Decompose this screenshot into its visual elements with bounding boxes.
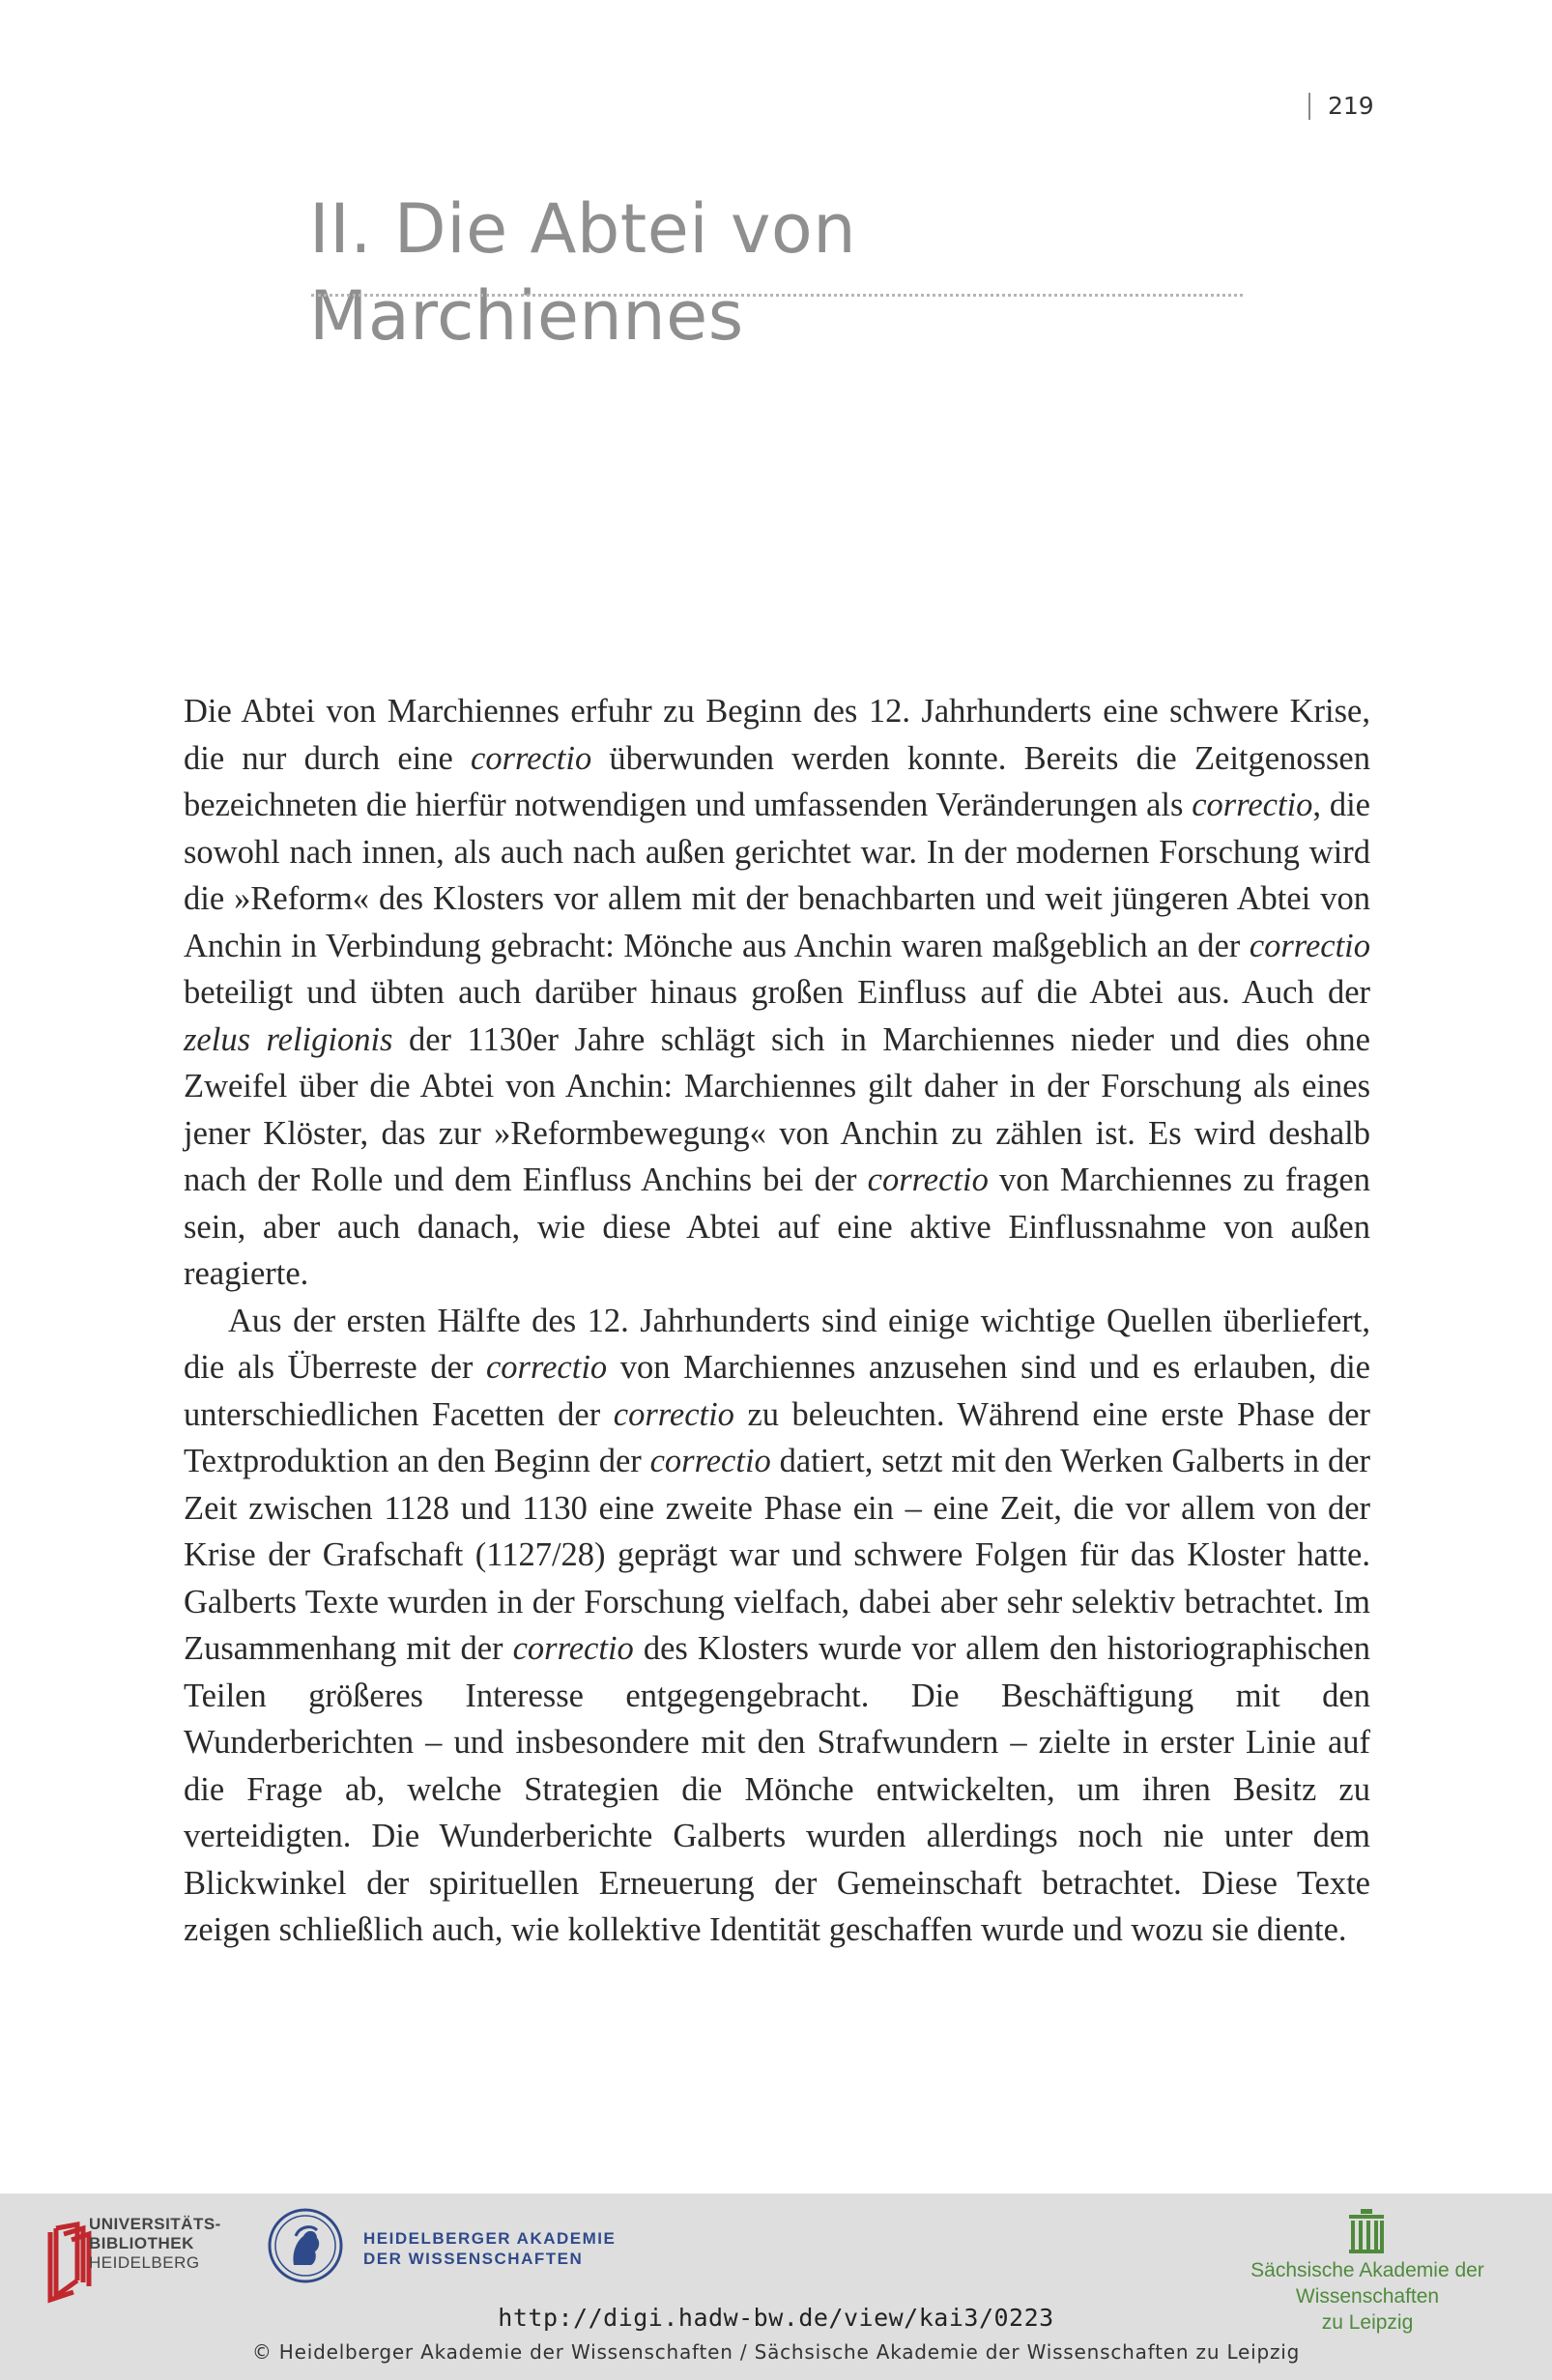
text-run: , die sowohl nach innen, als auch nach außen gerichtet war. In der modernen Forschung wird die »Reform« des Klosters vor allem mit der benachbarten und weit jüngeren Abtei von Anchin in Verbindung gebracht: Mönche aus Anchin waren maßgeblich an der	[184, 787, 1370, 964]
italic-term: correctio	[649, 1443, 771, 1479]
hadw-line-2: DER WISSENSCHAFTEN	[363, 2250, 584, 2268]
text-run: beteiligt und übten auch darüber hinaus großen Einfluss auf die Abtei aus. Auch der	[184, 974, 1370, 1011]
italic-term: correctio	[512, 1630, 634, 1667]
italic-term: correctio	[1249, 927, 1370, 964]
chapter-title: II. Die Abtei von Marchiennes	[309, 189, 857, 356]
ub-heidelberg-name	[89, 2215, 221, 2273]
hadw-seal-icon	[267, 2207, 344, 2284]
permalink-url[interactable]: http://digi.hadw-bw.de/view/kai3/0223	[498, 2304, 1054, 2332]
italic-term: correctio	[867, 1161, 989, 1198]
text-run: von Marchiennes anzusehen sind und es erlauben, die unterschiedlichen Facetten der	[184, 1349, 1370, 1433]
italic-term: correctio	[1192, 787, 1313, 823]
title-dotted-rule	[311, 294, 1243, 297]
saw-line-1: Sächsische Akademie der Wissenschaften	[1250, 2259, 1484, 2308]
text-run: datiert, setzt mit den Werken Galberts in der Zeit zwischen 1128 und 1130 eine zweite Phase ein – eine Zeit, die vor allem von der Krise der Grafschaft (1127/28) geprägt war und schwere Folgen für das Kloster hatte. Galberts Texte wurden in der Forschung vielfach, dabei aber sehr selektiv betrachtet. Im Zusammenhang mit der	[184, 1443, 1371, 1667]
italic-term: zelus religionis	[184, 1020, 393, 1058]
text-run: zu beleuchten. Während eine erste Phase der Textproduktion an den Beginn der	[184, 1395, 1370, 1479]
text-run: des Klosters wurde vor allem den historiographischen Teilen größeres Interesse entgegengebracht. Die Beschäftigung mit den Wunderberichten – und insbesondere mit den Strafwundern – zielte in erster Linie auf die Frage ab, welche Strategien die Mönche entwickelten, um ihren Besitz zu verteidigten. Die Wunderberichte Galberts wurden allerdings noch nie unter dem Blickwinkel der spirituellen Erneuerung der Gemeinschaft betrachtet. Diese Texte zeigen schließlich auch, wie kollektive Identität geschaffen wurde und wozu sie diente.	[184, 1630, 1370, 1948]
text-run: überwunden werden konnte. Bereits die Zeitgenossen bezeichneten die hierfür notwendigen und umfassenden Veränderungen als	[184, 739, 1370, 823]
italic-term: correctio	[471, 739, 592, 777]
saw-building-icon	[1347, 2209, 1386, 2255]
italic-term: correctio	[613, 1395, 734, 1433]
ub-line-1: UNIVERSITÄTS-	[89, 2215, 221, 2233]
text-run: von Marchiennes zu fragen sein, aber auch danach, wie diese Abtei auf eine aktive Einflussnahme von außen reagierte.	[184, 1161, 1370, 1292]
text-run: Aus der ersten Hälfte des 12. Jahrhunderts sind einige wichtige Quellen überliefert, die als Überreste der	[184, 1302, 1370, 1386]
text-run: der 1130er Jahre schlägt sich in Marchiennes nieder und dies ohne Zweifel über die Abtei von Anchin: Marchiennes gilt daher in der Forschung als eines jener Klöster, das zur »Reformbewegung« von Anchin zu zählen ist. Es wird deshalb nach der Rolle und dem Einfluss Anchins bei der	[184, 1020, 1370, 1198]
paragraph-2	[184, 1298, 1370, 1954]
saw-line-2: zu Leipzig	[1321, 2311, 1414, 2334]
text-run: Die Abtei von Marchiennes erfuhr zu Beginn des 12. Jahrhunderts eine schwere Krise, die nur durch eine	[184, 693, 1370, 777]
hadw-line-1: HEIDELBERGER AKADEMIE	[363, 2229, 617, 2248]
page-number: 219	[1308, 93, 1374, 120]
copyright-notice: © Heidelberger Akademie der Wissenschaften / Sächsische Akademie der Wissenschaften zu Leipzig	[251, 2340, 1301, 2364]
ub-line-2: BIBLIOTHEK	[89, 2234, 194, 2252]
paragraph-1	[184, 688, 1370, 1298]
hadw-name	[363, 2228, 616, 2269]
footer-bar	[0, 2194, 1552, 2380]
ub-line-3: HEIDELBERG	[89, 2253, 200, 2272]
italic-term: correctio	[485, 1349, 608, 1386]
body-text	[184, 688, 1370, 1954]
